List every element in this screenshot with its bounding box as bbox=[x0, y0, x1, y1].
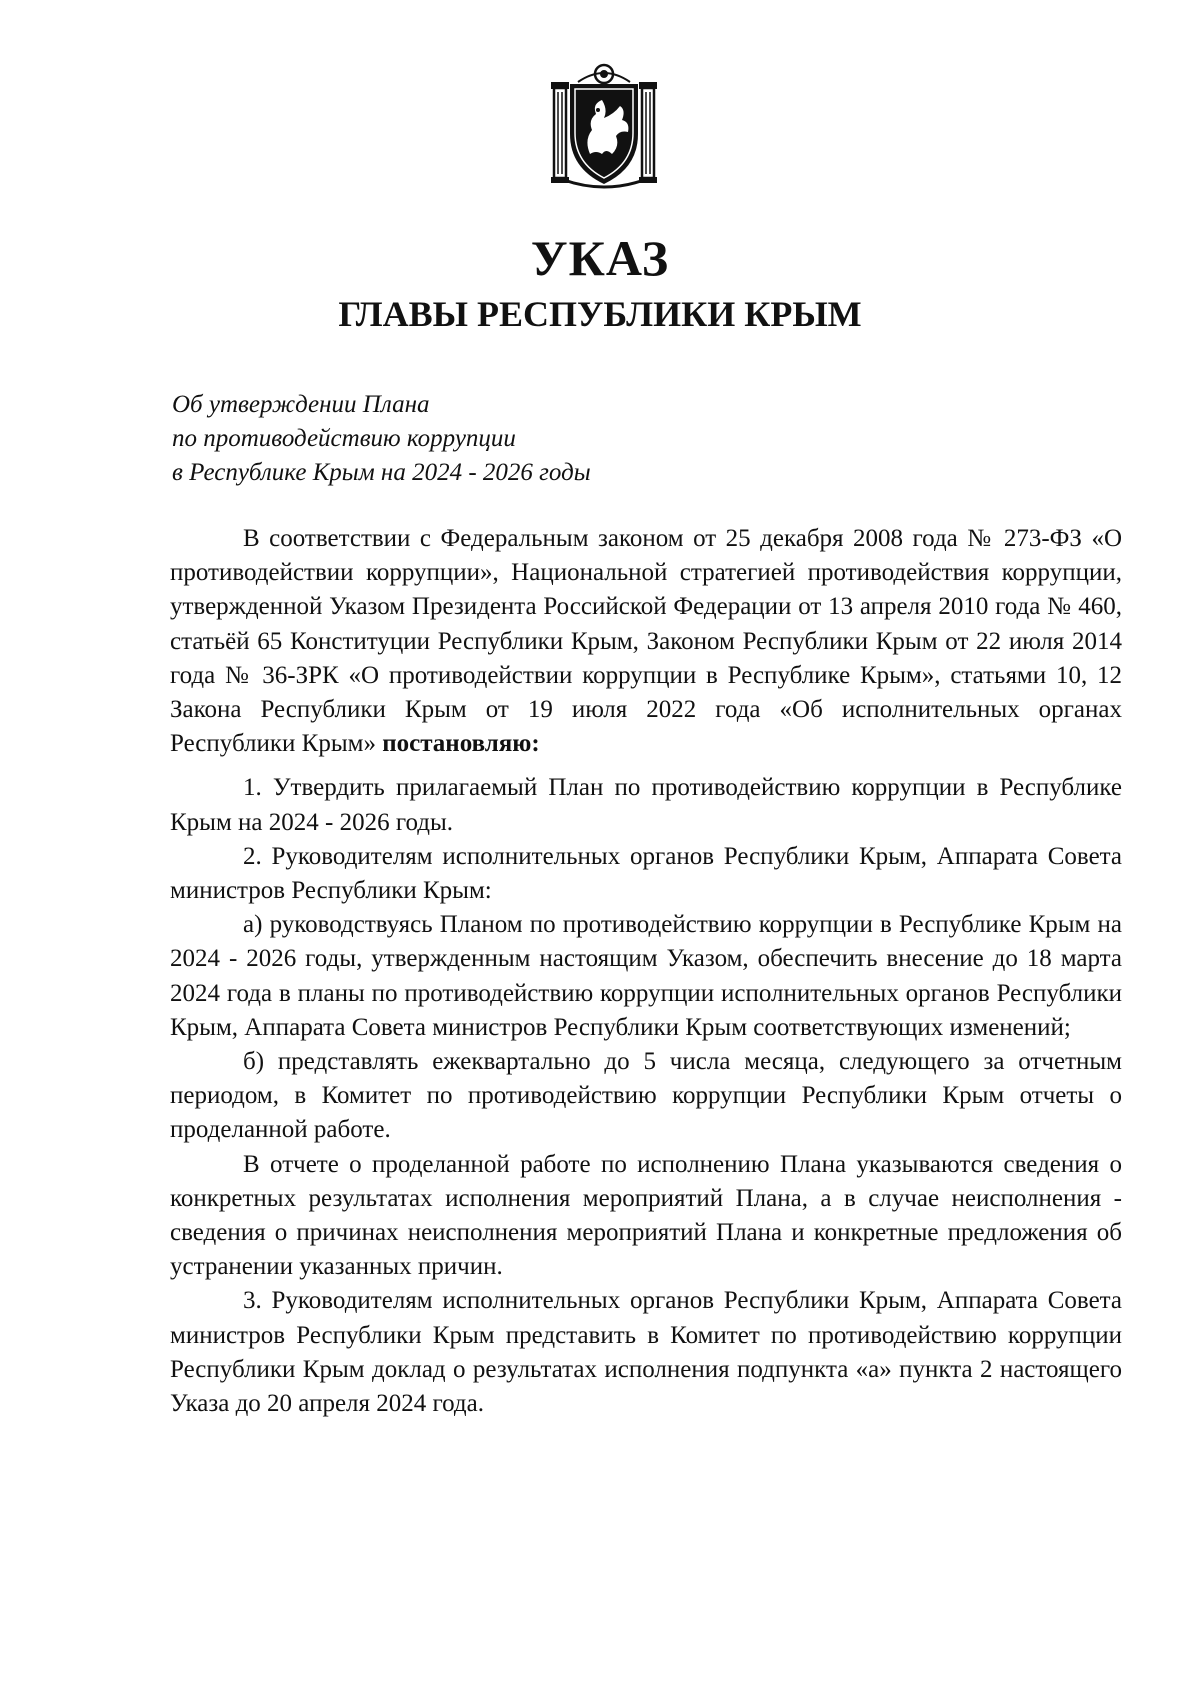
paragraph-report: В отчете о проделанной работе по исполнению Плана указываются сведения о конкретных результатах исполнения мероприятий Плана, а в случае неисполнения - сведения о причинах неисполнения мероприятий Плана и конкретные предложения об устранении указанных причин. bbox=[170, 1150, 1122, 1281]
document-caption bbox=[172, 388, 591, 490]
preamble-text: В соответствии с Федеральным законом от 25 декабря 2008 года № 273-ФЗ «О противодействии коррупции», Национальной стратегией противодействия коррупции, утвержденной Указом Президента Российской Федерации от 13 апреля 2010 года № 460, статьёй 65 Конституции Республики Крым, Законом Республики Крым от 22 июля 2014 года № 36-ЗРК «О противодействии коррупции в Республике Крым», статьями 10, 12 Закона Республики Крым от 19 июля 2022 года «Об исполнительных органах Республики Крым» bbox=[170, 525, 1122, 758]
paragraph-1: 1. Утвердить прилагаемый План по противодействию коррупции в Республике Крым на 2024 - 2026 годы. bbox=[170, 774, 1122, 836]
document-title: УКАЗ bbox=[530, 230, 670, 286]
caption-line: по противодействию коррупции bbox=[172, 425, 516, 452]
caption-line: Об утверждении Плана bbox=[172, 391, 430, 418]
coat-of-arms-icon bbox=[548, 60, 660, 190]
paragraph-2b: б) представлять ежеквартально до 5 числа месяца, следующего за отчетным периодом, в Комитет по противодействию коррупции Республики Крым отчеты о проделанной работе. bbox=[170, 1048, 1122, 1144]
paragraph-2a: а) руководствуясь Планом по противодействию коррупции в Республике Крым на 2024 - 2026 годы, утвержденным настоящим Указом, обеспечить внесение до 18 марта 2024 года в планы по противодействию коррупции исполнительных органов Республики Крым, Аппарата Совета министров Республики Крым соответствующих изменений; bbox=[170, 911, 1122, 1041]
decree-word: постановляю: bbox=[382, 730, 540, 758]
paragraph-3: 3. Руководителям исполнительных органов Республики Крым, Аппарата Совета министров Республики Крым представить в Комитет по противодействию коррупции Республики Крым доклад о результатах исполнения подпункта «а» пункта 2 настоящего Указа до 20 апреля 2024 года. bbox=[170, 1287, 1122, 1418]
caption-line: в Республике Крым на 2024 - 2026 годы bbox=[172, 459, 591, 486]
document-subtitle: ГЛАВЫ РЕСПУБЛИКИ КРЫМ bbox=[338, 294, 862, 334]
document-body bbox=[170, 522, 1122, 1421]
paragraph-2: 2. Руководителям исполнительных органов Республики Крым, Аппарата Совета министров Республики Крым: bbox=[170, 842, 1122, 905]
preamble-paragraph bbox=[170, 522, 1122, 761]
